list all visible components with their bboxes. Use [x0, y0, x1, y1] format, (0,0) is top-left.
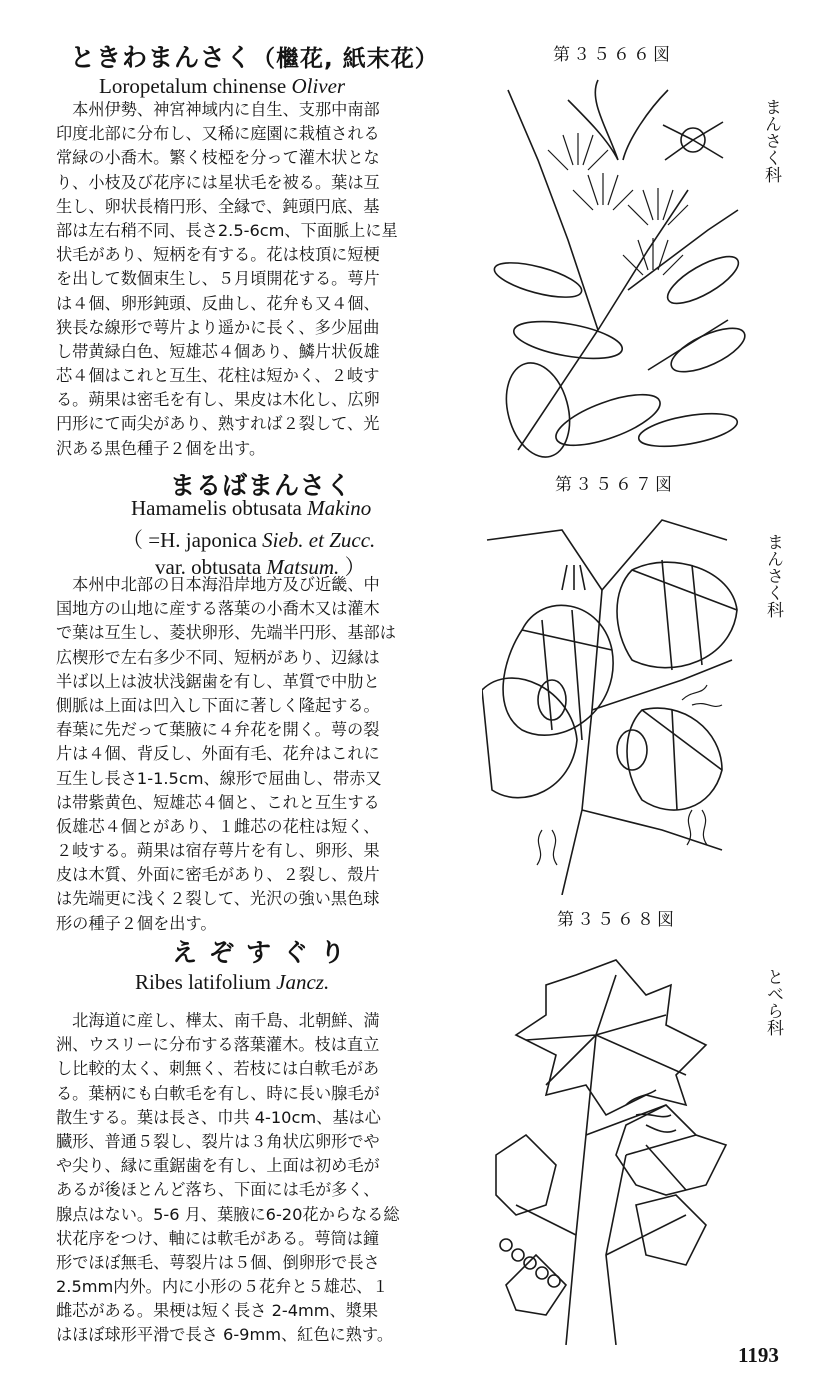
entry-3-latin-genus: Ribes latifolium	[135, 970, 271, 994]
text-line: 洲、ウスリーに分布する落葉灌木。枝は直立	[56, 1035, 380, 1055]
entry-1-title	[70, 38, 439, 74]
entry-2-latin-name	[131, 496, 371, 521]
entry-1-title-kanji: （檵花, 紙末花）	[252, 46, 439, 72]
text-line: は先端更に浅く２裂して、光沢の強い黒色球	[56, 889, 380, 909]
text-line: 片は４個、背反し、外面有毛、花弁はこれに	[56, 744, 380, 764]
family-label-1: まんさく科	[761, 98, 781, 183]
text-line: 芯４個はこれと互生、花柱は短かく、２岐す	[56, 366, 380, 386]
text-line: 広楔形で左右多少不同、短柄があり、辺縁は	[56, 647, 380, 667]
text-line: 春葉に先だって葉腋に４弁花を開く。萼の裂	[56, 720, 380, 740]
entry-2-latin-genus: Hamamelis obtusata	[131, 496, 302, 520]
text-line: 狭長な線形で萼片より遥かに長く、多少屈曲	[56, 317, 380, 337]
text-line: 北海道に産し、樺太、南千島、北朝鮮、満	[56, 1011, 380, 1030]
page-number: 1193	[738, 1343, 779, 1367]
entry-1-latin-genus: Loropetalum chinense	[99, 74, 287, 98]
text-line: る。葉柄にも白軟毛を有し、時に長い腺毛が	[56, 1083, 380, 1103]
text-line: はほぼ球形平滑で長さ 6-9mm、紅色に熟す。	[56, 1325, 394, 1345]
text-line: あるが後ほとんど落ち、下面には毛が多く、	[56, 1180, 380, 1200]
text-line: で葉は互生し、菱状卵形、先端半円形、基部は	[56, 623, 396, 643]
synonym-variety-author: Matsum.	[266, 555, 340, 579]
text-line: 2.5mm内外。内に小形の５花弁と５雄芯、１	[56, 1277, 389, 1297]
text-line: 印度北部に分布し、又稀に庭園に栽植される	[56, 124, 380, 144]
entry-1-latin-author: Oliver	[291, 74, 346, 98]
entry-3-latin-author: Jancz.	[276, 970, 330, 994]
text-line: 散生する。葉は長さ、巾共 4-10cm、基は心	[56, 1107, 381, 1127]
text-line: り、小枝及び花序には星状毛を被る。葉は互	[56, 172, 380, 192]
family-label-3: とべら科	[763, 968, 783, 1036]
text-line: 状花序をつけ、軸には軟毛がある。萼筒は鐘	[56, 1228, 380, 1248]
synonym-variety: var. obtusata	[155, 555, 262, 579]
entry-3-description	[56, 1009, 464, 1348]
text-line: る。蒴果は密毛を有し、果皮は木化し、広卵	[56, 390, 380, 410]
entry-3-latin-name	[135, 970, 329, 995]
text-line: は４個、卵形鈍頭、反曲し、花弁も又４個、	[56, 293, 380, 313]
text-line: 半ば以上は波状浅鋸歯を有し、革質で中肋と	[56, 671, 380, 691]
synonym-close-paren: ）	[344, 555, 366, 579]
figure-label-3566: 第３５６６図	[553, 45, 673, 65]
entry-2-synonym-line-1	[122, 524, 375, 554]
family-label-2: まんさく科	[763, 533, 783, 618]
text-line: は帯紫黄色、短雄芯４個と、これと互生する	[56, 792, 380, 812]
text-line: 本州伊勢、神宮神域内に自生、支那中南部	[56, 100, 380, 119]
text-line: 仮雄芯４個とがあり、１雌芯の花柱は短く、	[56, 816, 380, 836]
text-line: し帯黄緑白色、短雄芯４個あり、鱗片状仮雄	[56, 341, 380, 361]
text-line: 皮は木質、外面に密毛があり、２裂し、殼片	[56, 865, 380, 885]
text-line: 側脈は上面は凹入し下面に著しく隆起する。	[56, 695, 380, 715]
entry-2-latin-author: Makino	[307, 496, 372, 520]
text-line: 形の種子２個を出す。	[56, 913, 217, 933]
synonym-name: （ =H. japonica	[122, 528, 257, 552]
text-line: 腺点はない。5-6 月、葉腋に6-20花からなる総	[56, 1204, 400, 1224]
text-line: 国地方の山地に産する落葉の小喬木又は灌木	[56, 599, 380, 619]
text-line: や尖り、縁に重鋸歯を有し、上面は初め毛が	[56, 1156, 380, 1176]
text-line: 互生し長さ1-1.5cm、線形で屈曲し、帯赤又	[56, 768, 382, 788]
entry-1-latin-name	[99, 74, 345, 99]
text-line: 状毛があり、短柄を有する。花は枝頂に短梗	[56, 245, 380, 265]
illustration-loropetalum	[478, 70, 748, 460]
entry-1-title-kana: ときわまんさく	[70, 43, 253, 72]
text-line: 沢ある黒色種子２個を出す。	[56, 438, 266, 458]
illustration-hamamelis	[482, 510, 747, 895]
entry-2-title: まるばまんさく	[170, 471, 353, 500]
entry-3-title: えぞすぐり	[172, 938, 358, 967]
text-line: 形でほぼ無毛、萼裂片は５個、倒卵形で長さ	[56, 1252, 380, 1272]
illustration-ribes	[486, 955, 736, 1345]
entry-2-description	[56, 573, 464, 936]
entry-1-description	[56, 98, 464, 461]
figure-label-3567: 第３５６７図	[555, 475, 675, 495]
text-line: し比較的太く、刺無く、若枝には白軟毛があ	[56, 1059, 380, 1079]
text-line: を出して数個束生し、５月頃開花する。萼片	[56, 269, 380, 289]
synonym-author: Sieb. et Zucc.	[262, 528, 376, 552]
text-line: 円形にて両尖があり、熟すれば２裂して、光	[56, 414, 380, 434]
text-line: 臓形、普通５裂し、裂片は３角状広卵形でや	[56, 1131, 380, 1151]
text-line: 本州中北部の日本海沿岸地方及び近畿、中	[56, 575, 380, 594]
text-line: 常緑の小喬木。繁く枝椏を分って灌木状とな	[56, 148, 380, 168]
text-line: ２岐する。蒴果は宿存萼片を有し、卵形、果	[56, 841, 380, 861]
text-line: 生し、卵状長楕円形、全縁で、鈍頭円底、基	[56, 196, 380, 216]
text-line: 部は左右稍不同、長さ2.5-6cm、下面脈上に星	[56, 220, 398, 240]
figure-label-3568: 第３５６８図	[557, 910, 677, 930]
text-line: 雌芯がある。果梗は短く長さ 2-4mm、漿果	[56, 1301, 379, 1321]
